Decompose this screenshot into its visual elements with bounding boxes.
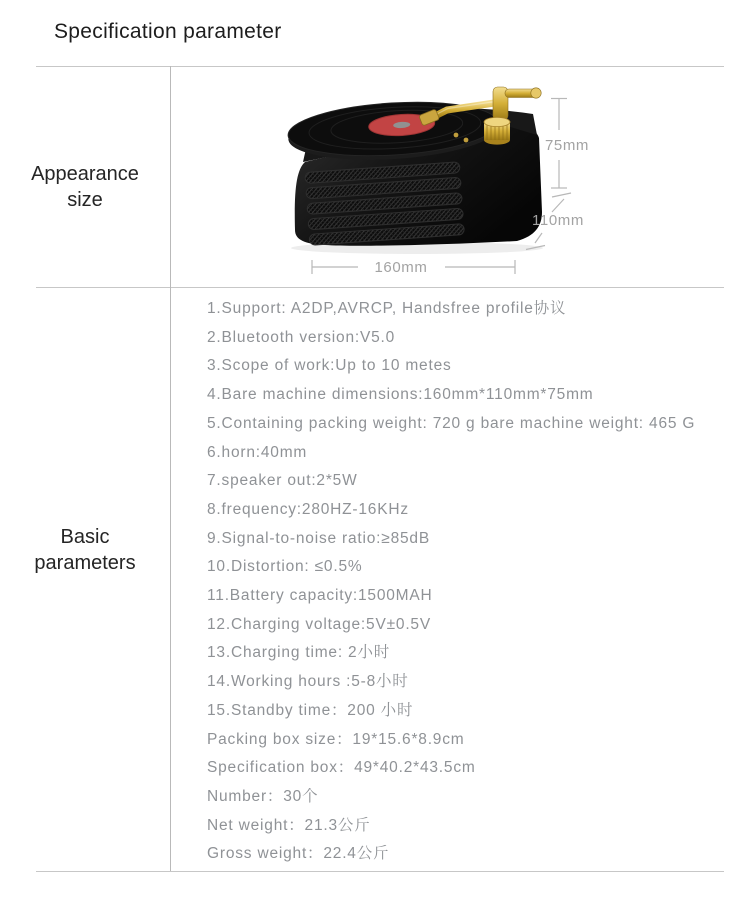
spec-line: 7.speaker out:2*5W [207, 472, 358, 490]
spec-line: 8.frequency:280HZ-16KHz [207, 500, 409, 518]
appearance-size-label-line1: Appearance [31, 163, 139, 185]
spec-line: 15.Standby time：200 小时 [207, 701, 414, 719]
spec-line: Number：30个 [207, 787, 319, 805]
spec-line: 1.Support: A2DP,AVRCP, Handsfree profile协议 [207, 300, 567, 317]
basic-parameters-label [0, 524, 170, 576]
top-button-icon [454, 133, 459, 138]
spec-line: 2.Bluetooth version:V5.0 [207, 328, 396, 346]
spec-line: 13.Charging time: 2小时 [207, 644, 391, 662]
spec-list [207, 295, 724, 869]
top-button-icon [464, 138, 469, 143]
appearance-size-label [0, 161, 170, 213]
appearance-size-label-line2: size [67, 189, 103, 211]
spec-line: 4.Bare machine dimensions:160mm*110mm*75mm [207, 386, 594, 404]
table-border-top [36, 66, 724, 67]
spec-line: 14.Working hours :5-8小时 [207, 673, 409, 691]
table-border-bottom [36, 871, 724, 872]
basic-parameters-label-line1: Basic [60, 526, 110, 548]
table-row-divider [36, 287, 724, 288]
dimension-depth-label: 110mm [532, 212, 584, 229]
spec-line: 6.horn:40mm [207, 443, 308, 461]
spec-line: 10.Distortion: ≤0.5% [207, 558, 363, 576]
spec-line: 5.Containing packing weight: 720 g bare machine weight: 465 G [207, 414, 696, 432]
dimension-height-label: 75mm [544, 137, 590, 154]
spec-line: 9.Signal-to-noise ratio:≥85dB [207, 529, 430, 547]
spec-line: 3.Scope of work:Up to 10 metes [207, 357, 452, 375]
spec-line: 12.Charging voltage:5V±0.5V [207, 615, 431, 633]
volume-knob [484, 117, 510, 144]
speaker-grille [305, 162, 465, 246]
table-column-divider [170, 66, 171, 871]
spec-line: Gross weight：22.4公斤 [207, 845, 390, 863]
product-photo-turntable-speaker [245, 72, 625, 287]
spec-line: Net weight：21.3公斤 [207, 816, 371, 834]
basic-parameters-label-line2: parameters [34, 552, 136, 574]
spec-line: Packing box size：19*15.6*8.9cm [207, 730, 465, 748]
page-title: Specification parameter [54, 20, 282, 43]
spec-line: Specification box：49*40.2*43.5cm [207, 759, 476, 777]
dimension-width-label: 160mm [374, 259, 428, 276]
spec-line: 11.Battery capacity:1500MAH [207, 587, 433, 605]
